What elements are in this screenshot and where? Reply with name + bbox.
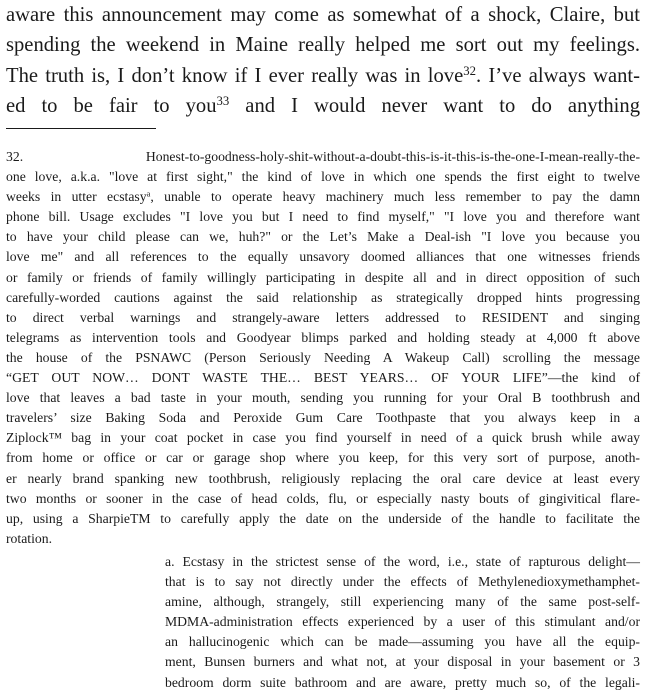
footnote-line: rotation.: [6, 530, 52, 546]
footnote-line: phone bill. Usage excludes "I love you but I need to find myself," "I love you and therefore want: [6, 209, 640, 225]
footnote-line: from home or office or car or garage shop where you keep, for this very sort of purpose, anoth-: [6, 450, 640, 466]
footnote-line: carefully-worded cautions against the said relationship as strategically dropped hints progressing: [6, 289, 640, 305]
body-line-text: The truth is, I don’t know if I ever really was in love: [6, 64, 464, 87]
body-line-tail: and I would never want to do anything: [229, 95, 640, 118]
footnote-line: one love, a.k.a. "love at first sight," the kind of love in which one spends the first eight to twelve: [6, 169, 640, 185]
footnote-ref-33: 33: [216, 94, 230, 109]
footnote-line: travelers’ size Baking Soda and Peroxide Gum Care Toothpaste that you always keep in a: [6, 410, 640, 426]
footnote-line: up, using a SharpieTM to carefully apply the date on the underside of the handle to facilitate the: [6, 510, 640, 526]
body-line: aware this announcement may come as somewhat of a shock, Claire, but: [6, 4, 640, 26]
body-line: spending the weekend in Maine really helped me sort out my feelings.: [6, 34, 640, 57]
footnote-a: [165, 552, 640, 692]
footnote-line: “GET OUT NOW… DONT WASTE THE… BEST YEARS… OF YOUR LIFE”—the kind of: [6, 370, 640, 386]
footnote-line: the house of the PSNAWC (Person Seriously Needing A Wakeup Call) scrolling the message: [6, 349, 640, 365]
footnote-line-tail: , unable to operate heavy machinery much less remember to pay the damn: [150, 189, 641, 205]
footnote-line: love me" and all references to the equally unsavory doomed alliances that one witnesses friends: [6, 249, 640, 265]
footnote-line: Ziplock™ bag in your coat pocket in case you find yourself in need of a quick brush while away: [6, 430, 640, 446]
footnote-separator-rule: [6, 128, 156, 129]
subnote-line: an hallucinogenic which can be made—assuming you have all the equip-: [165, 634, 640, 650]
subnote-line: bedroom dorm suite bathroom and are aware, pretty much so, of the legali-: [165, 674, 640, 690]
footnote-line: to direct verbal warnings and strangely-aware letters addressed to RESIDENT and singing: [6, 309, 640, 325]
footnote-line: or family or friends of family willingly participating in despite all and in direct opposition of such: [6, 269, 640, 285]
footnote-line: to have your child please can we, huh?" or the Let’s Make a Deal-ish "I love you because you: [6, 229, 640, 245]
footnote-line: 32. Honest-to-goodness-holy-shit-without-a-doubt-this-is-it-this-is-the-one-I-mean-really-the-: [6, 149, 640, 164]
body-line: [6, 61, 640, 91]
footnote-line: er nearly brand spanking new toothbrush, religiously replacing the oral care device at least every: [6, 470, 640, 486]
footnote-line: two months or sooner in the case of head colds, flu, or especially nasty bouts of gingivitical flare-: [6, 490, 640, 506]
footnote-32: [6, 147, 640, 549]
footnote-line-text: weeks in utter ecstasy: [6, 189, 147, 205]
footnote-line: love that leaves a bad taste in your mouth, sending you running for your Oral B toothbrush and: [6, 390, 640, 406]
body-line-text: ed to be fair to you: [6, 95, 217, 118]
subnote-line: a. Ecstasy in the strictest sense of the word, i.e., state of rapturous delight—: [165, 554, 640, 569]
subnote-line: amine, although, strangely, still experiencing many of the same post-self-: [165, 594, 640, 610]
footnote-ref-a: a: [146, 188, 151, 199]
subnote-line: ment, Bunsen burners and what not, at your disposal in your basement or 3: [165, 654, 640, 670]
subnote-line: MDMA-administration effects experienced by a user of this stimulant and/or: [165, 614, 640, 630]
body-line-tail: . I’ve always want-: [476, 64, 640, 87]
body-line: [6, 91, 640, 121]
footnote-line: [6, 187, 640, 207]
subnote-line: that is to say not directly under the effects of Methylenedioxymethamphet-: [165, 574, 640, 590]
main-body-text: [6, 0, 640, 122]
footnote-line: telegrams as intervention tools and Goodyear blimps parked and holding steady at 4,000 ft above: [6, 329, 640, 345]
footnote-ref-32: 32: [463, 63, 476, 78]
